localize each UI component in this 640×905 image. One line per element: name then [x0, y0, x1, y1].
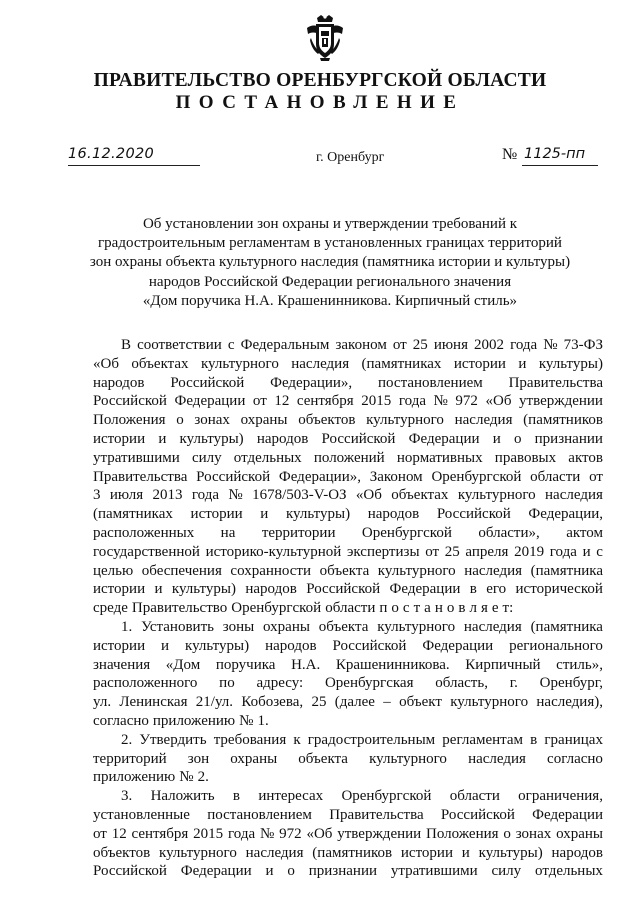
body-word: «Об: [355, 487, 382, 504]
body-line: [93, 599, 603, 618]
body-line: [93, 787, 603, 806]
body-word: положений: [313, 449, 385, 466]
body-word: и: [265, 863, 274, 880]
body-word: «Об: [306, 825, 333, 842]
body-line: [93, 430, 603, 449]
body-word: Российской: [440, 806, 515, 823]
title-line: Об установлении зон охраны и утверждении требований к: [142, 216, 518, 232]
body-word: области: [530, 468, 581, 485]
body-word: Положения: [93, 412, 166, 429]
number-sign: №: [502, 146, 518, 163]
body-line: [93, 580, 603, 599]
body-line: [93, 825, 603, 844]
body-word: объекта: [319, 562, 370, 579]
body-word: и: [492, 430, 501, 447]
body-word: культурного: [377, 618, 456, 635]
body-line: [93, 750, 603, 769]
body-word: культурного: [366, 412, 444, 429]
body-word: Крашенинникова.: [335, 656, 450, 673]
body-word: Оренбургской: [341, 788, 432, 805]
body-word: Федеральным: [240, 337, 330, 353]
body-word: (памятника: [530, 562, 603, 579]
body-word: наследия: [468, 750, 526, 767]
number-field: [502, 146, 600, 166]
body-word: зон: [187, 750, 210, 767]
body-word: и: [158, 430, 167, 447]
body-word: регионального: [509, 637, 603, 654]
body-word: (памятниках: [93, 506, 173, 523]
body-word: и: [260, 506, 269, 523]
body-word: 73-ФЗ: [563, 337, 603, 353]
body-word: с: [596, 543, 603, 560]
body-word: приложению: [93, 769, 176, 786]
body-word: 25: [444, 543, 460, 560]
body-line: [93, 844, 603, 863]
body-word: №: [239, 712, 254, 729]
body-word: л: [469, 600, 477, 617]
body-word: сентября: [296, 393, 354, 410]
body-word: (далее: [334, 694, 375, 711]
body-line: [93, 656, 603, 675]
body-word: государственной: [93, 543, 200, 560]
body-word: утверждении: [337, 825, 422, 842]
body-word: в: [232, 788, 240, 805]
body-word: значения: [93, 656, 151, 673]
body-word: 972: [455, 393, 478, 410]
title-line: «Дом поручика Н.А. Крашенинникова. Кирпичный стиль»: [142, 292, 518, 309]
body-word: 2.: [121, 731, 133, 748]
body-word: народов: [245, 581, 297, 598]
body-word: года: [191, 487, 220, 504]
body-word: Оренбургская: [324, 675, 414, 692]
body-word: п: [379, 600, 388, 617]
body-word: г.: [509, 675, 518, 692]
body-word: объекта: [318, 618, 369, 635]
body-word: охраны: [556, 825, 603, 842]
body-word: е: [491, 600, 499, 617]
body-word: Кирпичный: [465, 656, 541, 673]
body-word: №: [433, 393, 448, 410]
body-word: регламентам: [442, 731, 524, 748]
body-word: я: [480, 600, 488, 617]
body-word: В: [121, 337, 132, 353]
body-word: н: [434, 600, 443, 617]
body-word: наследия: [291, 355, 350, 372]
organization-name: ПРАВИТЕЛЬСТВО ОРЕНБУРГСКОЙ ОБЛАСТИ: [93, 70, 547, 91]
body-word: Федерации»,: [270, 374, 353, 391]
body-word: истории: [93, 430, 146, 447]
body-word: народов: [256, 430, 309, 447]
body-line: [93, 411, 603, 430]
body-word: сохранности: [230, 562, 312, 579]
body-word: области: [449, 788, 500, 805]
body-word: наследия: [545, 487, 603, 504]
body-word: силу: [191, 449, 222, 466]
body-word: приложению: [152, 712, 236, 729]
body-word: культурного: [377, 562, 456, 579]
body-word: зоны: [222, 618, 255, 635]
body-word: культуры): [185, 637, 250, 654]
body-word: среде: [93, 600, 128, 617]
body-word: года: [510, 337, 538, 353]
body-line: [93, 806, 603, 825]
body-word: Оренбургской: [231, 600, 322, 617]
body-word: года: [549, 543, 577, 560]
body-word: ул.: [93, 694, 112, 711]
body-word: правовых: [494, 449, 557, 466]
body-word: (памятников: [523, 412, 603, 429]
body-word: постановлением: [378, 374, 483, 391]
body-word: требования: [213, 731, 287, 748]
body-word: 3: [93, 487, 101, 504]
body-word: 2.: [197, 769, 209, 786]
body-word: Оренбургской: [361, 524, 452, 541]
body-line: [93, 392, 603, 411]
body-word: Оренбургской: [431, 468, 522, 485]
body-word: в: [469, 581, 477, 598]
body-word: Н.А.: [291, 656, 321, 673]
body-word: расположенного: [93, 675, 198, 692]
body-word: градостроительным: [307, 731, 436, 748]
body-word: 2013: [152, 487, 183, 504]
body-word: культуры): [179, 430, 244, 447]
coat-of-arms-icon: [303, 14, 347, 62]
body-word: объектах: [391, 487, 449, 504]
title-line: градостроительным регламентам в установленных границах территорий: [98, 235, 562, 252]
body-word: и: [518, 355, 527, 372]
date-underline: [68, 165, 200, 166]
body-word: от: [392, 337, 407, 353]
body-line: [93, 693, 603, 712]
body-word: законом: [335, 337, 387, 353]
body-word: июня: [433, 337, 468, 353]
body-line: [93, 731, 603, 750]
body-word: экспертизы: [346, 543, 420, 560]
body-word: –: [383, 694, 391, 711]
body-word: зонах: [515, 825, 552, 842]
body-word: исторической: [515, 581, 603, 598]
body-line: [93, 486, 603, 505]
body-word: стиль»,: [556, 656, 603, 673]
body-word: территорий: [93, 750, 167, 767]
body-word: 972: [279, 825, 302, 842]
document-body: [93, 336, 603, 881]
body-word: Российской: [321, 430, 396, 447]
body-word: его: [486, 581, 507, 598]
body-word: признании: [308, 863, 377, 880]
body-word: и: [461, 844, 470, 861]
body-word: 1678/503-V-ОЗ: [252, 487, 347, 504]
document-type: ПОСТАНОВЛЕНИЕ: [175, 92, 465, 113]
body-word: Российской: [436, 506, 511, 523]
body-word: народов: [551, 844, 603, 861]
body-word: культурного: [450, 694, 529, 711]
body-word: обеспечения: [141, 562, 222, 579]
body-word: наследия),: [536, 694, 603, 711]
body-word: объектов: [298, 412, 356, 429]
body-word: Российской: [93, 393, 167, 410]
body-word: 2015: [193, 825, 224, 842]
body-word: Правительство: [131, 600, 228, 617]
body-word: Положения: [426, 825, 499, 842]
body-word: область,: [435, 675, 488, 692]
body-word: Правительства: [508, 374, 603, 391]
body-word: истории: [93, 581, 146, 598]
body-word: соответствии: [137, 337, 222, 353]
body-word: культуры): [478, 844, 543, 861]
body-word: Федерации: [408, 430, 480, 447]
document-date: 16.12.2020: [68, 146, 155, 162]
body-word: 2015: [361, 393, 392, 410]
body-word: №: [179, 769, 194, 786]
body-word: утратившими: [390, 863, 478, 880]
body-word: 25: [412, 337, 428, 353]
body-word: Российской: [306, 581, 381, 598]
body-word: адресу:: [256, 675, 304, 692]
body-word: целью: [93, 562, 134, 579]
body-word: культуры): [171, 581, 236, 598]
body-word: культурного: [369, 750, 447, 767]
body-word: а: [424, 600, 431, 617]
body-word: и: [154, 581, 163, 598]
body-word: июля: [109, 487, 144, 504]
body-word: Ленинская: [119, 694, 188, 711]
body-word: от: [252, 393, 267, 410]
body-line: [93, 543, 603, 562]
body-line: [93, 862, 603, 881]
body-word: года: [228, 825, 256, 842]
body-word: истории: [93, 637, 146, 654]
body-word: признании: [534, 430, 603, 447]
body-line: [93, 449, 603, 468]
body-word: 12: [274, 393, 290, 410]
body-word: Федерации: [180, 863, 252, 880]
body-word: народов: [265, 637, 317, 654]
body-word: сентября: [131, 825, 189, 842]
body-word: 2002: [474, 337, 505, 353]
body-word: актом: [566, 524, 603, 541]
body-word: культурного: [457, 487, 536, 504]
body-word: т:: [502, 600, 514, 617]
body-word: охраны: [263, 618, 310, 635]
body-word: Российской: [93, 863, 167, 880]
body-word: с: [227, 337, 235, 353]
body-word: 3.: [121, 788, 133, 805]
body-word: Установить: [141, 618, 214, 635]
body-word: Федерации,: [528, 506, 603, 523]
body-word: Правительства: [329, 806, 424, 823]
body-word: о: [287, 863, 295, 880]
body-word: «Об: [485, 393, 512, 410]
body-word: Российской: [196, 468, 271, 485]
body-word: о: [513, 430, 522, 447]
body-word: года: [398, 393, 426, 410]
city: г. Оренбург: [316, 150, 385, 165]
body-word: 25: [311, 694, 327, 711]
body-word: границах: [544, 731, 603, 748]
body-word: «Дом: [165, 656, 201, 673]
body-line: [93, 618, 603, 637]
body-word: 2019: [514, 543, 545, 560]
body-word: к: [293, 731, 301, 748]
body-word: по: [219, 675, 235, 692]
body-line: [93, 336, 603, 355]
body-word: о: [391, 600, 399, 617]
body-word: объект: [399, 694, 442, 711]
body-word: о: [176, 412, 184, 429]
body-word: «Об: [93, 355, 119, 372]
body-word: (памятников: [312, 844, 393, 861]
body-word: наследия: [464, 562, 523, 579]
body-word: поручика: [215, 656, 276, 673]
body-word: объектов: [93, 844, 151, 861]
body-word: в: [530, 731, 538, 748]
body-word: в: [458, 600, 466, 617]
body-word: от: [93, 825, 107, 842]
title-line: народов Российской Федерации регионального значения: [148, 273, 512, 290]
body-word: охраны: [240, 412, 288, 429]
body-word: народов: [367, 506, 420, 523]
body-word: апреля: [465, 543, 509, 560]
body-word: Федерации»,: [278, 468, 361, 485]
body-word: историко-культурной: [205, 543, 342, 560]
body-word: Федерации: [532, 806, 603, 823]
body-word: Федерации: [174, 393, 246, 410]
body-word: Оренбург,: [539, 675, 603, 692]
body-word: актов: [568, 449, 603, 466]
body-word: культурного: [159, 844, 237, 861]
body-line: [93, 674, 603, 693]
body-word: Кобозева,: [241, 694, 304, 711]
body-word: 21/ул.: [195, 694, 234, 711]
body-word: постановлением: [207, 806, 312, 823]
body-line: [93, 374, 603, 393]
body-word: и: [161, 637, 170, 654]
body-word: народов: [93, 374, 145, 391]
body-word: нормативных: [396, 449, 483, 466]
body-line: [93, 355, 603, 374]
body-line: [93, 562, 603, 581]
body-line: [93, 637, 603, 656]
body-word: о: [446, 600, 455, 617]
body-word: Наложить: [150, 788, 215, 805]
body-word: согласно: [93, 712, 149, 729]
body-word: и: [582, 543, 591, 560]
body-word: культуры): [538, 355, 603, 372]
body-word: объекта: [298, 750, 348, 767]
title-line: зон охраны объекта культурного наследия (памятника истории и культуры): [89, 254, 571, 271]
body-word: на: [220, 524, 236, 541]
body-word: Российской: [170, 374, 245, 391]
body-word: интересах: [258, 788, 324, 805]
body-word: силу: [491, 863, 522, 880]
body-word: наследия: [463, 618, 522, 635]
body-word: истории: [453, 355, 506, 372]
body-line: [93, 468, 603, 487]
body-word: наследия: [245, 844, 304, 861]
body-word: Законом: [369, 468, 423, 485]
body-word: отдельных: [535, 863, 603, 880]
body-word: о: [503, 825, 511, 842]
body-word: отдельных: [233, 449, 302, 466]
body-word: территории: [261, 524, 336, 541]
number-underline: [522, 165, 598, 166]
body-word: Правительства: [93, 468, 188, 485]
date-field: [68, 146, 203, 166]
body-line: [93, 505, 603, 524]
body-word: Российской: [332, 637, 407, 654]
body-line: [93, 524, 603, 543]
body-word: 12: [111, 825, 127, 842]
body-word: от: [425, 543, 440, 560]
body-word: области: [325, 600, 376, 617]
body-word: расположенных: [93, 524, 195, 541]
body-word: культуры): [285, 506, 351, 523]
body-word: объектах: [131, 355, 189, 372]
body-line: [93, 768, 603, 787]
document-number: 1125-пп: [524, 146, 586, 162]
body-word: №: [543, 337, 558, 353]
body-word: (памятника: [530, 618, 603, 635]
body-word: №: [259, 825, 275, 842]
document-title: [70, 215, 590, 311]
body-word: ограничения,: [518, 788, 603, 805]
body-word: истории: [190, 506, 243, 523]
body-word: №: [228, 487, 243, 504]
body-word: утратившими: [93, 449, 180, 466]
body-line: [93, 712, 603, 731]
body-word: истории: [400, 844, 453, 861]
body-word: культурного: [200, 355, 279, 372]
body-word: от: [589, 468, 603, 485]
body-word: т: [413, 600, 421, 617]
body-word: охраны: [230, 750, 278, 767]
body-word: зонах: [194, 412, 230, 429]
body-word: утверждении: [519, 393, 603, 410]
body-word: Утвердить: [139, 731, 207, 748]
body-word: с: [402, 600, 410, 617]
body-word: наследия: [454, 412, 513, 429]
body-word: области»,: [478, 524, 540, 541]
body-word: Федерации: [389, 581, 461, 598]
body-word: 1.: [121, 618, 133, 635]
body-word: установленные: [93, 806, 190, 823]
body-word: Федерации: [422, 637, 494, 654]
body-word: (памятниках: [361, 355, 442, 372]
body-word: согласно: [547, 750, 603, 767]
body-word: 1.: [257, 712, 269, 729]
